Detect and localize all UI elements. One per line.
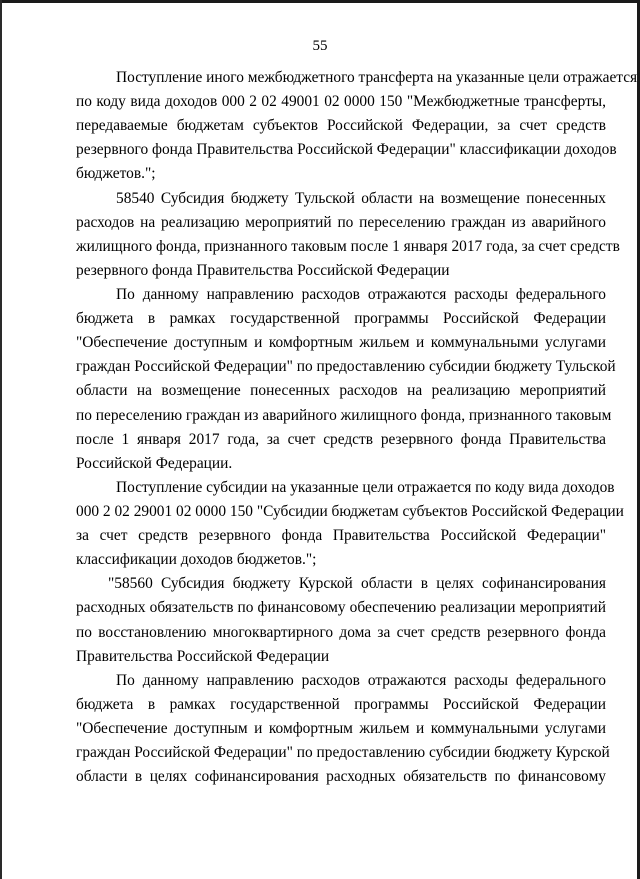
- text-line: резервного фонда Правительства Российской Федерации: [76, 261, 450, 279]
- text-line: бюджетов.";: [76, 165, 156, 183]
- text-line: 58540 Субсидия бюджету Тульской области на возмещение понесенных: [116, 189, 606, 207]
- text-line: по восстановлению многоквартирного дома за счет средств резервного фонда: [76, 623, 606, 641]
- text-line: расходных обязательств по финансовому обеспечению реализации мероприятий: [76, 599, 606, 617]
- text-line: "Обеспечение доступным и комфортным жильем и коммунальными услугами: [76, 334, 606, 352]
- text-line: резервного фонда Правительства Российской Федерации" классификации доходов: [76, 141, 617, 159]
- text-line: бюджета в рамках государственной программы Российской Федерации: [76, 695, 606, 713]
- text-line: Поступление иного межбюджетного трансферта на указанные цели отражается: [116, 69, 638, 86]
- text-line: расходов на реализацию мероприятий по переселению граждан из аварийного: [76, 213, 606, 231]
- text-line: после 1 января 2017 года, за счет средств резервного фонда Правительства: [76, 430, 606, 448]
- text-line: По данному направлению расходов отражаются расходы федерального: [116, 671, 606, 689]
- text-line: граждан Российской Федерации" по предоставлению субсидии бюджету Тульской: [76, 358, 616, 376]
- scan-edge-top: [0, 0, 640, 3]
- text-line: передаваемые бюджетам субъектов Российской Федерации, за счет средств: [76, 117, 606, 135]
- page-number: 55: [312, 38, 328, 54]
- text-line: классификации доходов бюджетов.";: [76, 551, 317, 569]
- text-line: По данному направлению расходов отражаются расходы федерального: [116, 285, 606, 303]
- text-line: "58560 Субсидия бюджету Курской области в целях софинансирования: [108, 575, 606, 593]
- text-line: Поступление субсидии на указанные цели отражается по коду вида доходов: [116, 478, 615, 496]
- text-line: 000 2 02 29001 02 0000 150 "Субсидии бюджетам субъектов Российской Федерации: [76, 502, 624, 520]
- text-line: Правительства Российской Федерации: [76, 647, 330, 665]
- scan-edge-left: [0, 0, 2, 879]
- text-line: по коду вида доходов 000 2 02 49001 02 0000 150 "Межбюджетные трансферты,: [76, 93, 606, 111]
- text-line: жилищного фонда, признанного таковым после 1 января 2017 года, за счет средств: [76, 237, 620, 255]
- body-text: [76, 66, 638, 789]
- text-line: за счет средств резервного фонда Правительства Российской Федерации": [76, 527, 606, 545]
- text-line: "Обеспечение доступным и комфортным жильем и коммунальными услугами: [76, 719, 606, 737]
- text-line: Российской Федерации.: [76, 454, 233, 472]
- text-line: по переселению граждан из аварийного жилищного фонда, признанного таковым: [76, 406, 612, 424]
- text-line: области в целях софинансирования расходных обязательств по финансовому: [76, 768, 606, 786]
- text-line: области на возмещение понесенных расходов на реализацию мероприятий: [76, 382, 606, 400]
- text-line: бюджета в рамках государственной программы Российской Федерации: [76, 310, 606, 328]
- text-line: граждан Российской Федерации" по предоставлению субсидии бюджету Курской: [76, 744, 610, 762]
